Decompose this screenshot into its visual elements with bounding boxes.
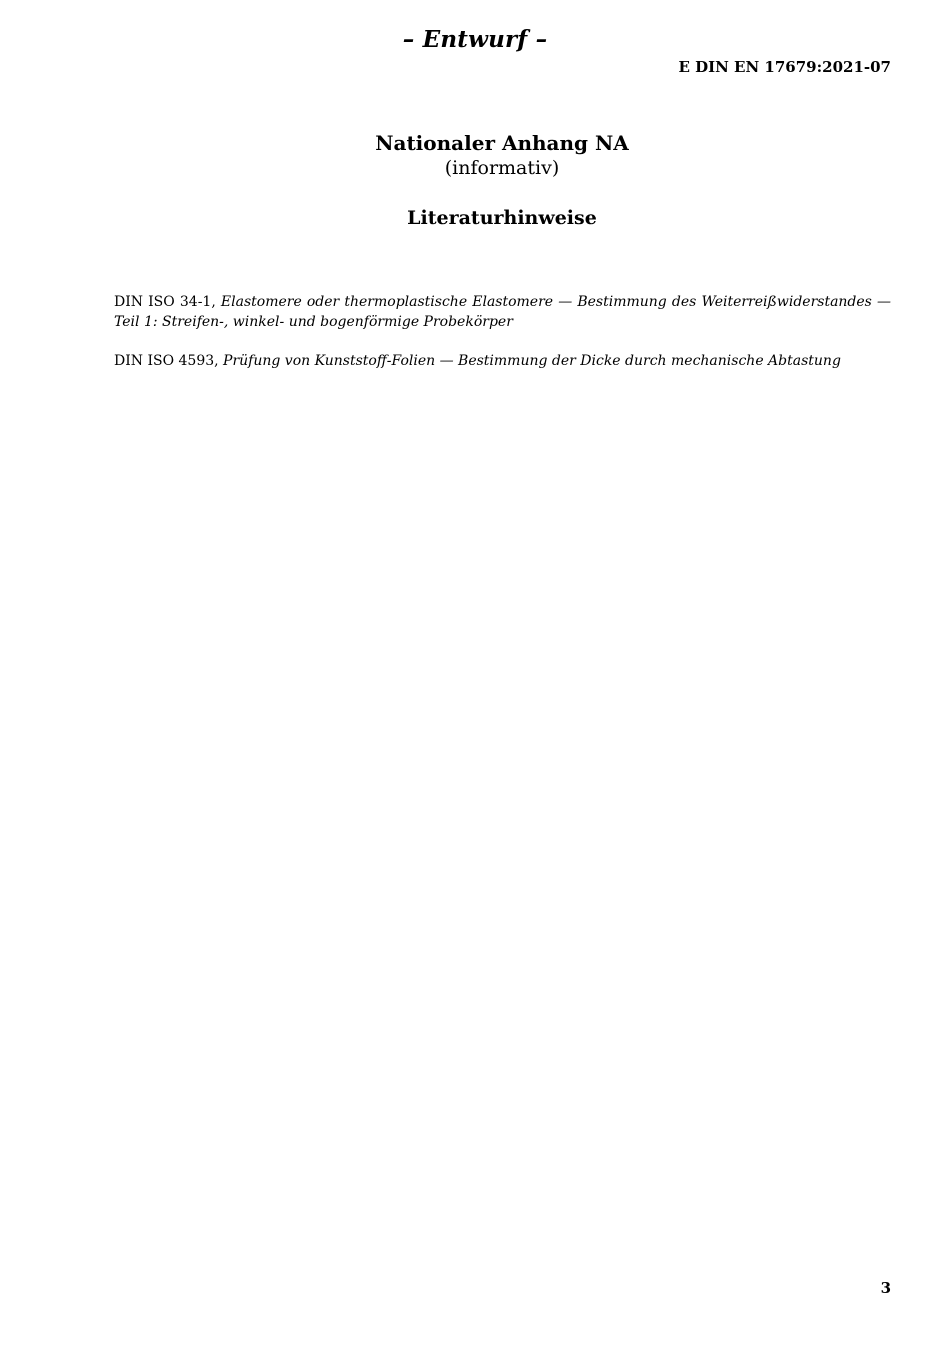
reference-item — [114, 351, 891, 371]
reference-item — [114, 292, 891, 332]
reference-title: Elastomere oder thermoplastische Elastomere — Bestimmung des Weiterreißwiderstandes — Teil 1: Streifen-, winkel- und bogenförmige Probekörper — [114, 294, 892, 330]
annex-title: Nationaler Anhang NA — [375, 131, 629, 155]
reference-code: DIN ISO 4593, — [114, 353, 219, 369]
draft-mark: – Entwurf – — [402, 26, 548, 53]
page-number: 3 — [880, 1279, 891, 1297]
reference-title: Prüfung von Kunststoff-Folien — Bestimmung der Dicke durch mechanische Abtastung — [223, 353, 841, 369]
annex-subtitle: (informativ) — [444, 157, 560, 179]
reference-code: DIN ISO 34-1, — [114, 294, 216, 310]
document-id: E DIN EN 17679:2021-07 — [678, 58, 891, 76]
reference-list — [114, 292, 891, 390]
section-title: Literaturhinweise — [407, 207, 597, 229]
